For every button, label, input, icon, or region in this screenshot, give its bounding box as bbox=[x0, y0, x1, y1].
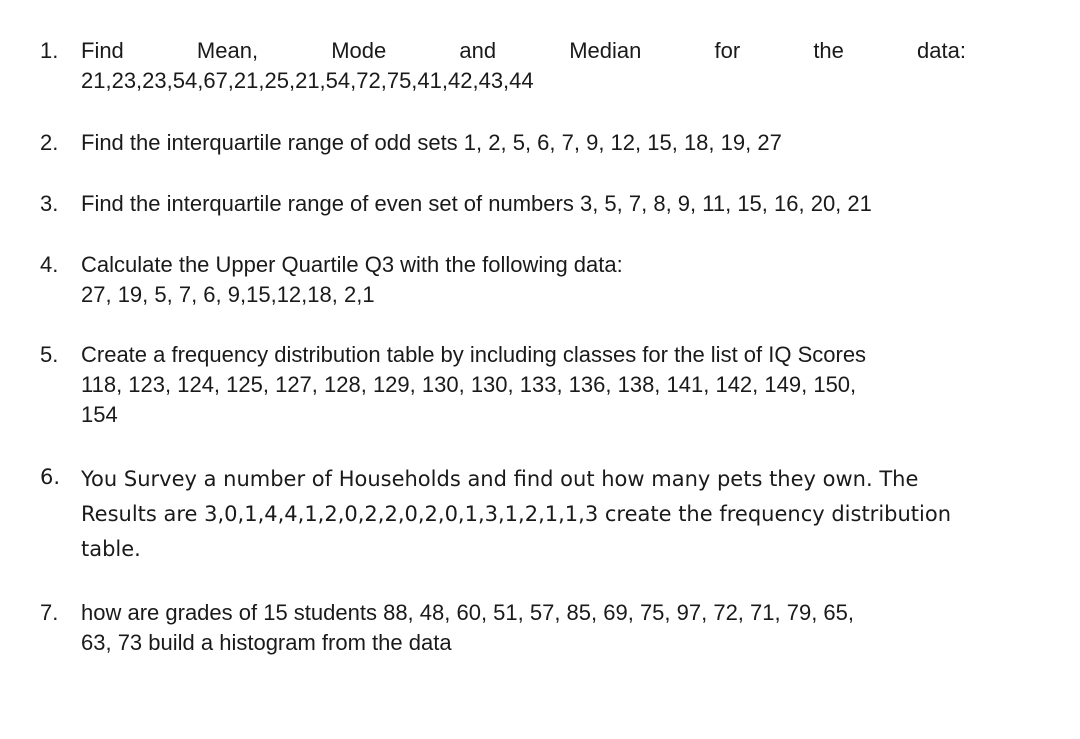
question-line: Results are 3,0,1,4,4,1,2,0,2,2,0,2,0,1,3,1,2,1,1,3 create the frequency distribution bbox=[81, 502, 952, 526]
question-number: 7. bbox=[40, 600, 59, 625]
word: Median bbox=[569, 38, 642, 63]
question-text bbox=[81, 462, 966, 567]
question-text bbox=[81, 250, 966, 310]
question-line: Create a frequency distribution table by including classes for the list of IQ Scores bbox=[81, 342, 867, 367]
question-line: 118, 123, 124, 125, 127, 128, 129, 130, 130, 133, 136, 138, 141, 142, 149, 150, bbox=[81, 372, 857, 397]
question-number: 2. bbox=[40, 130, 59, 155]
word: for bbox=[714, 38, 741, 63]
question-line: You Survey a number of Households and find out how many pets they own. The bbox=[81, 467, 919, 491]
question-line: 27, 19, 5, 7, 6, 9,15,12,18, 2,1 bbox=[81, 282, 375, 307]
word: data: bbox=[917, 38, 966, 63]
word: Find bbox=[81, 38, 124, 63]
question-line: 63, 73 build a histogram from the data bbox=[81, 630, 452, 655]
question-line bbox=[81, 36, 966, 66]
word: the bbox=[813, 38, 844, 63]
question-line: Find the interquartile range of even set of numbers 3, 5, 7, 8, 9, 11, 15, 16, 20, 21 bbox=[81, 191, 872, 216]
question-number: 4. bbox=[40, 252, 59, 277]
question-number: 5. bbox=[40, 342, 59, 367]
question-line: table. bbox=[81, 537, 141, 561]
question-number: 3. bbox=[40, 191, 59, 216]
question-text bbox=[81, 598, 966, 658]
question-line: Calculate the Upper Quartile Q3 with the following data: bbox=[81, 252, 623, 277]
word: Mean, bbox=[196, 38, 259, 63]
question-text bbox=[81, 189, 966, 219]
question-number: 6. bbox=[40, 465, 61, 489]
question-number: 1. bbox=[40, 38, 59, 63]
question-text bbox=[81, 36, 966, 96]
question-line: how are grades of 15 students 88, 48, 60, 51, 57, 85, 69, 75, 97, 72, 71, 79, 65, bbox=[81, 600, 855, 625]
word: Mode bbox=[331, 38, 387, 63]
question-line: 21,23,23,54,67,21,25,21,54,72,75,41,42,43,44 bbox=[81, 68, 534, 93]
question-line: Find the interquartile range of odd sets 1, 2, 5, 6, 7, 9, 12, 15, 18, 19, 27 bbox=[81, 130, 782, 155]
question-text bbox=[81, 340, 966, 430]
question-text bbox=[81, 128, 966, 158]
word: and bbox=[459, 38, 497, 63]
question-line: 154 bbox=[81, 402, 118, 427]
